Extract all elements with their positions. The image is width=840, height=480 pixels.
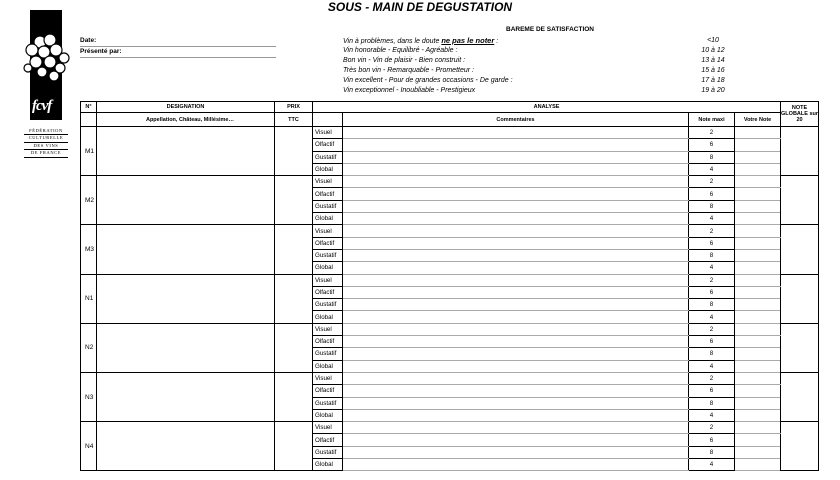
note-maxi-value: 8 <box>689 348 735 360</box>
prix-cell[interactable] <box>275 225 313 274</box>
note-maxi-value: 8 <box>689 249 735 261</box>
criterion-label: Global <box>313 311 343 323</box>
note-maxi-value: 8 <box>689 200 735 212</box>
col-note-globale-header: NOTE GLOBALE sur 20 <box>781 102 819 127</box>
criterion-label: Visuel <box>313 127 343 139</box>
votre-note-cell[interactable] <box>735 434 781 446</box>
criterion-label: Olfactif <box>313 385 343 397</box>
note-maxi-value: 2 <box>689 323 735 335</box>
note-maxi-value: 4 <box>689 409 735 421</box>
note-globale-cell[interactable] <box>781 274 819 323</box>
votre-note-cell[interactable] <box>735 446 781 458</box>
votre-note-cell[interactable] <box>735 225 781 237</box>
sample-id: N4 <box>81 422 97 471</box>
comment-cell[interactable] <box>343 200 689 212</box>
criterion-label: Visuel <box>313 274 343 286</box>
prix-cell[interactable] <box>275 323 313 372</box>
comment-cell[interactable] <box>343 360 689 372</box>
note-maxi-value: 2 <box>689 274 735 286</box>
prix-cell[interactable] <box>275 372 313 421</box>
logo-caption-line: FÉDÉRATION <box>24 128 68 135</box>
comment-cell[interactable] <box>343 163 689 175</box>
criterion-label: Gustatif <box>313 299 343 311</box>
note-maxi-value: 2 <box>689 225 735 237</box>
table-row <box>81 372 819 384</box>
designation-cell[interactable] <box>97 225 275 274</box>
page-title: SOUS - MAIN DE DEGUSTATION <box>327 0 513 14</box>
table-row <box>81 323 819 335</box>
comment-cell[interactable] <box>343 139 689 151</box>
note-maxi-value: 2 <box>689 372 735 384</box>
comment-cell[interactable] <box>343 188 689 200</box>
criterion-label: Olfactif <box>313 188 343 200</box>
criterion-label: Global <box>313 459 343 471</box>
comment-cell[interactable] <box>343 434 689 446</box>
note-globale-cell[interactable] <box>781 422 819 471</box>
votre-note-cell[interactable] <box>735 385 781 397</box>
votre-note-cell[interactable] <box>735 213 781 225</box>
votre-note-cell[interactable] <box>735 409 781 421</box>
note-maxi-value: 6 <box>689 139 735 151</box>
sample-id: M3 <box>81 225 97 274</box>
bareme-label: Vin honorable - Equilibré - Agréable : <box>343 47 458 54</box>
bareme-value: 10 à 12 <box>701 47 725 54</box>
sample-id: N1 <box>81 274 97 323</box>
note-maxi-value: 6 <box>689 237 735 249</box>
bareme-value: <10 <box>707 37 719 44</box>
note-globale-cell[interactable] <box>781 372 819 421</box>
note-maxi-value: 6 <box>689 286 735 298</box>
votre-note-cell[interactable] <box>735 360 781 372</box>
criterion-label: Visuel <box>313 422 343 434</box>
grapes-icon <box>20 28 72 88</box>
designation-cell[interactable] <box>97 372 275 421</box>
bareme-row <box>343 86 763 96</box>
logo-caption-line: CULTURELLE <box>24 135 68 142</box>
votre-note-cell[interactable] <box>735 299 781 311</box>
table-row <box>81 225 819 237</box>
votre-note-cell[interactable] <box>735 237 781 249</box>
comment-cell[interactable] <box>343 409 689 421</box>
bareme-list <box>343 36 763 96</box>
note-maxi-value: 4 <box>689 360 735 372</box>
comment-cell[interactable] <box>343 237 689 249</box>
comment-cell[interactable] <box>343 348 689 360</box>
bareme-row <box>343 46 763 56</box>
votre-note-cell[interactable] <box>735 249 781 261</box>
designation-cell[interactable] <box>97 422 275 471</box>
bareme-value: 19 à 20 <box>701 87 725 94</box>
designation-cell[interactable] <box>97 323 275 372</box>
comment-cell[interactable] <box>343 385 689 397</box>
criterion-label: Visuel <box>313 176 343 188</box>
comment-cell[interactable] <box>343 176 689 188</box>
comment-cell[interactable] <box>343 336 689 348</box>
bareme-row <box>343 76 763 86</box>
bareme-label: Vin exceptionnel - Inoubliable - Prestigieux <box>343 87 476 94</box>
sample-id: N2 <box>81 323 97 372</box>
col-designation-sub: Appellation, Château, Millésime… <box>97 113 275 127</box>
bareme-emphasis: ne pas le noter <box>441 36 495 45</box>
tasting-table <box>80 101 819 471</box>
comment-cell[interactable] <box>343 286 689 298</box>
note-maxi-value: 4 <box>689 213 735 225</box>
note-globale-cell[interactable] <box>781 225 819 274</box>
criterion-label: Olfactif <box>313 336 343 348</box>
prix-cell[interactable] <box>275 274 313 323</box>
note-maxi-value: 8 <box>689 151 735 163</box>
note-globale-cell[interactable] <box>781 176 819 225</box>
table-row <box>81 422 819 434</box>
note-maxi-value: 4 <box>689 262 735 274</box>
criterion-label: Global <box>313 213 343 225</box>
criterion-label: Olfactif <box>313 237 343 249</box>
votre-note-cell[interactable] <box>735 348 781 360</box>
votre-note-cell[interactable] <box>735 372 781 384</box>
bareme-row <box>343 56 763 66</box>
note-maxi-value: 6 <box>689 385 735 397</box>
table-row <box>81 127 819 139</box>
note-globale-cell[interactable] <box>781 323 819 372</box>
criterion-label: Gustatif <box>313 397 343 409</box>
votre-note-cell[interactable] <box>735 274 781 286</box>
note-maxi-value: 6 <box>689 434 735 446</box>
comment-cell[interactable] <box>343 299 689 311</box>
comment-cell[interactable] <box>343 459 689 471</box>
table-row <box>81 274 819 286</box>
designation-cell[interactable] <box>97 176 275 225</box>
col-votre-note-header: Votre Note <box>735 113 781 127</box>
votre-note-cell[interactable] <box>735 139 781 151</box>
comment-cell[interactable] <box>343 151 689 163</box>
comment-cell[interactable] <box>343 225 689 237</box>
logo-caption-line: DE FRANCE <box>24 150 68 157</box>
votre-note-cell[interactable] <box>735 200 781 212</box>
prix-cell[interactable] <box>275 422 313 471</box>
bareme-title: BAREME DE SATISFACTION <box>506 26 594 33</box>
logo-text: fcvf <box>32 98 52 114</box>
votre-note-cell[interactable] <box>735 311 781 323</box>
bareme-value: 13 à 14 <box>701 57 725 64</box>
col-designation-header: DESIGNATION <box>97 102 275 113</box>
criterion-label: Gustatif <box>313 446 343 458</box>
criterion-label: Olfactif <box>313 286 343 298</box>
criterion-label: Global <box>313 163 343 175</box>
votre-note-cell[interactable] <box>735 163 781 175</box>
votre-note-cell[interactable] <box>735 127 781 139</box>
note-maxi-value: 4 <box>689 459 735 471</box>
note-globale-cell[interactable] <box>781 127 819 176</box>
header-fields <box>80 36 276 58</box>
comment-cell[interactable] <box>343 127 689 139</box>
col-prix-sub: TTC <box>275 113 313 127</box>
bareme-label: Vin excellent - Pour de grandes occasions - De garde : <box>343 77 513 84</box>
note-maxi-value: 6 <box>689 336 735 348</box>
votre-note-cell[interactable] <box>735 323 781 335</box>
logo-caption <box>24 128 68 158</box>
votre-note-cell[interactable] <box>735 262 781 274</box>
criterion-label: Visuel <box>313 225 343 237</box>
comment-cell[interactable] <box>343 422 689 434</box>
sample-id: M1 <box>81 127 97 176</box>
criterion-label: Global <box>313 360 343 372</box>
comment-cell[interactable] <box>343 323 689 335</box>
note-maxi-value: 8 <box>689 446 735 458</box>
comment-cell[interactable] <box>343 311 689 323</box>
votre-note-cell[interactable] <box>735 397 781 409</box>
bareme-label: Très bon vin - Remarquable - Prometteur : <box>343 67 474 74</box>
votre-note-cell[interactable] <box>735 459 781 471</box>
criterion-label: Olfactif <box>313 139 343 151</box>
note-maxi-value: 2 <box>689 176 735 188</box>
prix-cell[interactable] <box>275 127 313 176</box>
fcvf-logo <box>20 6 70 166</box>
note-maxi-value: 4 <box>689 311 735 323</box>
bareme-label: Bon vin - Vin de plaisir - Bien construit : <box>343 57 466 64</box>
note-maxi-value: 6 <box>689 188 735 200</box>
sample-id: N3 <box>81 372 97 421</box>
comment-cell[interactable] <box>343 249 689 261</box>
comment-cell[interactable] <box>343 446 689 458</box>
prix-cell[interactable] <box>275 176 313 225</box>
criterion-label: Olfactif <box>313 434 343 446</box>
col-analyse-header: ANALYSE <box>313 102 781 113</box>
criterion-label: Global <box>313 409 343 421</box>
designation-cell[interactable] <box>97 127 275 176</box>
bareme-row <box>343 36 763 46</box>
votre-note-cell[interactable] <box>735 176 781 188</box>
note-maxi-value: 2 <box>689 127 735 139</box>
sample-id: M2 <box>81 176 97 225</box>
col-no-header: N° <box>81 102 97 113</box>
criterion-label: Visuel <box>313 323 343 335</box>
comment-cell[interactable] <box>343 397 689 409</box>
presented-by-field[interactable]: Présenté par: <box>80 47 276 58</box>
criterion-label: Visuel <box>313 372 343 384</box>
date-field[interactable]: Date: <box>80 36 276 47</box>
criterion-label: Gustatif <box>313 249 343 261</box>
criterion-label: Gustatif <box>313 151 343 163</box>
votre-note-cell[interactable] <box>735 151 781 163</box>
votre-note-cell[interactable] <box>735 188 781 200</box>
comment-cell[interactable] <box>343 262 689 274</box>
bareme-value: 15 à 16 <box>701 67 725 74</box>
col-commentaires-header: Commentaires <box>343 113 689 127</box>
note-maxi-value: 2 <box>689 422 735 434</box>
votre-note-cell[interactable] <box>735 422 781 434</box>
criterion-label: Global <box>313 262 343 274</box>
note-maxi-value: 4 <box>689 163 735 175</box>
criterion-label: Gustatif <box>313 348 343 360</box>
logo-caption-line: DES VINS <box>24 143 68 150</box>
table-body <box>81 127 819 471</box>
table-row <box>81 176 819 188</box>
bareme-value: 17 à 18 <box>701 77 725 84</box>
comment-cell[interactable] <box>343 274 689 286</box>
col-note-maxi-header: Note maxi <box>689 113 735 127</box>
note-maxi-value: 8 <box>689 397 735 409</box>
bareme-label: Vin à problèmes, dans le doute ne pas le noter : <box>343 36 499 45</box>
bareme-row <box>343 66 763 76</box>
col-prix-header: PRIX <box>275 102 313 113</box>
note-maxi-value: 8 <box>689 299 735 311</box>
designation-cell[interactable] <box>97 274 275 323</box>
votre-note-cell[interactable] <box>735 336 781 348</box>
comment-cell[interactable] <box>343 372 689 384</box>
criterion-label: Gustatif <box>313 200 343 212</box>
comment-cell[interactable] <box>343 213 689 225</box>
votre-note-cell[interactable] <box>735 286 781 298</box>
